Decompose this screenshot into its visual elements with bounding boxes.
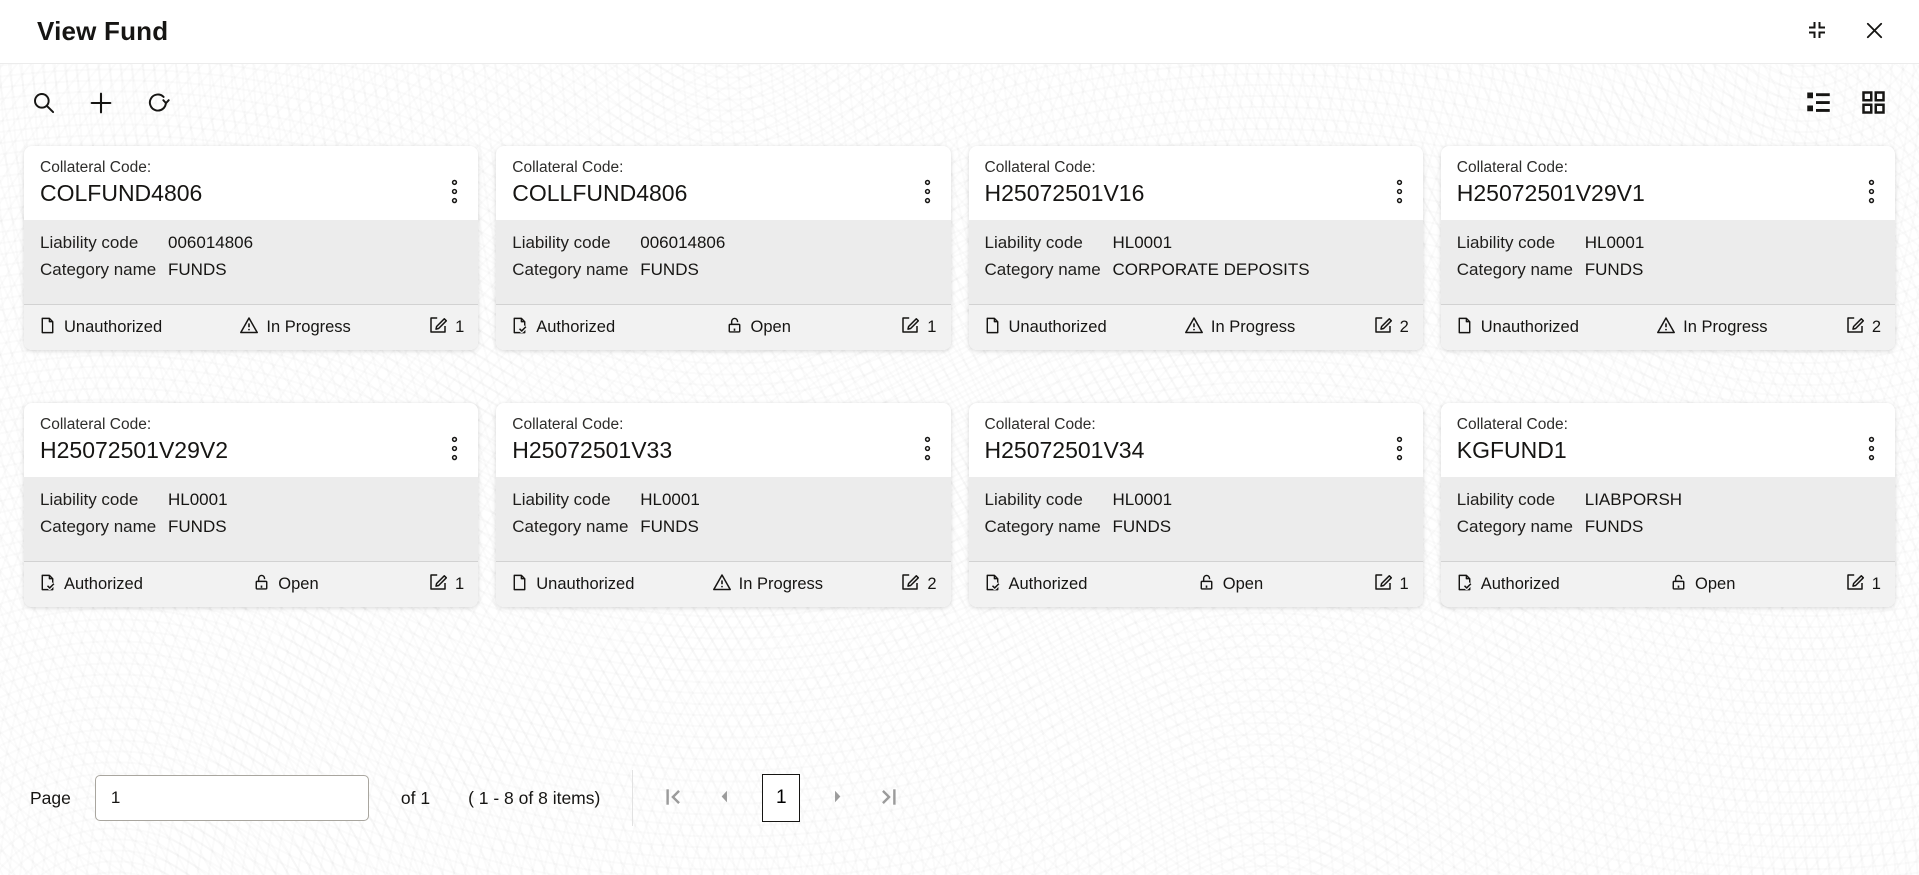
record-status [725,316,791,340]
category-name-value: FUNDS [168,517,227,536]
previous-page-button[interactable] [711,783,738,813]
next-page-button[interactable] [824,783,851,813]
modification-count [900,315,936,340]
category-name-value: FUNDS [640,260,699,279]
last-page-button[interactable] [873,782,903,815]
kebab-icon [924,449,931,464]
edit-icon [1373,315,1393,340]
card-menu-button[interactable] [1390,175,1409,211]
card-menu-button[interactable] [1862,175,1881,211]
edit-icon [900,572,920,597]
page-label: Page [30,787,71,808]
card-header [969,146,1423,220]
search-button[interactable] [28,87,60,122]
card-body [1441,477,1895,561]
liability-code-value: HL0001 [1584,233,1645,252]
lock-open-icon [1197,573,1216,597]
record-status-text: Open [278,575,319,593]
liability-code-label: Liability code [512,490,611,509]
authorization-status-text: Unauthorized [1480,318,1579,336]
first-page-icon [663,786,685,811]
authorization-status-text: Authorized [64,575,143,593]
liability-code-value: HL0001 [1112,490,1173,509]
collateral-code-value: COLLFUND4806 [512,180,688,206]
liability-code-value: 006014806 [640,233,726,252]
items-range-text: ( 1 - 8 of 8 items) [468,787,601,808]
authorization-status-text: Authorized [536,318,616,336]
authorization-status [1455,573,1560,597]
fund-card [24,403,478,607]
refresh-icon [145,90,171,119]
card-footer [496,561,950,607]
category-name-label: Category name [512,517,629,536]
modification-count [1373,572,1409,597]
card-header [496,403,950,477]
fund-card [969,146,1423,350]
toolbar-right [1803,87,1889,121]
collateral-code-label: Collateral Code: [1456,416,1568,433]
kebab-icon [1396,192,1403,207]
card-body [24,220,478,304]
modification-count-value: 1 [1871,575,1881,593]
card-body [496,477,950,561]
authorization-status-text: Unauthorized [64,318,163,336]
authorization-status [983,316,1107,340]
category-name-label: Category name [984,517,1101,536]
liability-code-label: Liability code [1456,490,1556,509]
card-menu-button[interactable] [445,175,464,211]
card-header [1441,403,1895,477]
lock-open-icon [1669,573,1688,597]
collateral-code-label: Collateral Code: [984,416,1096,433]
category-name-value: FUNDS [168,260,227,279]
kebab-icon [1868,449,1875,464]
card-grid [24,146,1895,607]
liability-code-label: Liability code [1456,233,1556,252]
fund-card [496,403,950,607]
category-name-value: FUNDS [1584,260,1644,279]
card-body [969,220,1423,304]
grid-view-icon [1861,90,1886,118]
category-name-label: Category name [40,517,157,536]
card-footer [24,561,478,607]
record-status-text: In Progress [1210,318,1296,336]
list-view-button[interactable] [1803,87,1834,121]
previous-page-icon [715,787,734,809]
card-menu-button[interactable] [1862,432,1881,468]
category-name-label: Category name [1456,517,1573,536]
card-body [496,220,950,304]
category-name-value: FUNDS [1584,517,1644,536]
page-of-text: of 1 [400,787,431,808]
card-header [496,146,950,220]
authorization-status [510,573,634,597]
liability-code-label: Liability code [984,233,1083,252]
fund-card [24,146,478,350]
kebab-icon [1868,192,1875,207]
card-menu-button[interactable] [918,432,937,468]
card-menu-button[interactable] [445,432,464,468]
card-footer [24,304,478,350]
warning-icon [1184,315,1204,340]
document-icon [1455,316,1474,340]
modification-count-value: 1 [455,575,465,593]
record-status [1669,573,1735,597]
edit-icon [428,572,448,597]
collateral-code-label: Collateral Code: [40,159,152,176]
card-body [24,477,478,561]
toolbar [24,64,1895,122]
authorization-status-text: Authorized [1480,575,1560,593]
refresh-button[interactable] [142,87,174,122]
collateral-code-value: H25072501V29V2 [40,437,228,463]
record-status-text: In Progress [266,318,351,336]
warning-icon [712,572,732,597]
card-body [969,477,1423,561]
authorization-status [510,316,615,340]
document-check-icon [1455,573,1474,597]
kebab-icon [1396,449,1403,464]
card-footer [1441,561,1895,607]
category-name-label: Category name [984,260,1101,279]
authorization-status-text: Unauthorized [1008,318,1107,336]
collapse-button[interactable] [1802,15,1832,48]
document-check-icon [38,573,57,597]
record-status-text: In Progress [1683,318,1768,336]
titlebar [0,0,1919,64]
toolbar-left [28,86,174,123]
card-footer [1441,304,1895,350]
category-name-value: FUNDS [640,517,699,536]
next-page-icon [828,787,847,809]
collateral-code-value: H25072501V33 [512,437,673,463]
plus-icon [87,89,115,120]
category-name-label: Category name [512,260,629,279]
collateral-code-label: Collateral Code: [984,159,1096,176]
card-menu-button[interactable] [1390,432,1409,468]
collapse-icon [1805,18,1829,45]
pagination-bar [24,770,1895,826]
warning-icon [239,315,259,340]
list-view-icon [1806,90,1831,118]
document-check-icon [983,573,1002,597]
modification-count-value: 1 [455,318,465,336]
page-title: View Fund [37,16,169,46]
modification-count-value: 1 [1399,575,1409,593]
edit-icon [1845,572,1865,597]
kebab-icon [451,192,458,207]
search-icon [31,90,57,119]
warning-icon [1656,315,1676,340]
card-footer [969,561,1423,607]
card-header [24,146,478,220]
collateral-code-value: COLFUND4806 [40,180,203,206]
record-status-text: Open [750,318,791,336]
collateral-code-value: H25072501V29V1 [1456,180,1645,206]
authorization-status-text: Unauthorized [536,575,635,593]
current-page-button[interactable]: 1 [762,774,800,822]
fund-card [969,403,1423,607]
close-icon [1863,19,1886,45]
modification-count [428,572,464,597]
card-header [969,403,1423,477]
edit-icon [1845,315,1865,340]
edit-icon [428,315,448,340]
collateral-code-value: H25072501V34 [984,437,1145,463]
record-status-text: Open [1695,575,1736,593]
document-icon [38,316,57,340]
lock-open-icon [725,316,744,340]
record-status-text: Open [1222,575,1264,593]
record-status [1197,573,1263,597]
edit-icon [900,315,920,340]
fund-card [1441,403,1895,607]
card-menu-button[interactable] [918,175,937,211]
window-controls [1802,15,1889,48]
modification-count [428,315,464,340]
document-check-icon [510,316,529,340]
first-page-button[interactable] [659,782,689,815]
modification-count-value: 2 [1871,318,1881,336]
liability-code-value: HL0001 [640,490,700,509]
card-footer [496,304,950,350]
collateral-code-label: Collateral Code: [40,416,152,433]
close-button[interactable] [1860,16,1889,48]
authorization-status [38,573,143,597]
authorization-status [1455,316,1579,340]
edit-icon [1373,572,1393,597]
card-header [24,403,478,477]
fund-card [496,146,950,350]
authorization-status [983,573,1088,597]
fund-card [1441,146,1895,350]
page-number-input[interactable] [95,775,369,821]
grid-view-button[interactable] [1858,87,1889,121]
modification-count [1845,572,1881,597]
record-status [1184,315,1295,340]
liability-code-label: Liability code [40,490,139,509]
modification-count [900,572,936,597]
lock-open-icon [252,573,271,597]
pagination-controls [659,774,903,822]
document-icon [983,316,1002,340]
liability-code-label: Liability code [984,490,1083,509]
kebab-icon [924,192,931,207]
liability-code-value: HL0001 [1112,233,1173,252]
record-status-text: In Progress [738,575,824,593]
category-name-label: Category name [40,260,157,279]
liability-code-label: Liability code [512,233,611,252]
collateral-code-value: KGFUND1 [1456,437,1567,463]
authorization-status-text: Authorized [1008,575,1088,593]
modification-count [1845,315,1881,340]
liability-code-value: HL0001 [168,490,228,509]
liability-code-value: LIABPORSH [1584,490,1683,509]
record-status [252,573,318,597]
collateral-code-value: H25072501V16 [984,180,1145,206]
last-page-icon [877,786,899,811]
card-header [1441,146,1895,220]
category-name-label: Category name [1456,260,1573,279]
card-footer [969,304,1423,350]
pagination-divider [632,770,633,826]
collateral-code-label: Collateral Code: [512,159,624,176]
liability-code-label: Liability code [40,233,139,252]
modification-count-value: 2 [1399,318,1409,336]
document-icon [510,573,529,597]
record-status [1656,315,1767,340]
collateral-code-label: Collateral Code: [1456,159,1568,176]
modification-count-value: 2 [927,575,937,593]
record-status [712,572,823,597]
category-name-value: CORPORATE DEPOSITS [1112,260,1310,279]
modification-count-value: 1 [927,318,937,336]
liability-code-value: 006014806 [168,233,254,252]
kebab-icon [451,449,458,464]
content-area [0,64,1919,875]
authorization-status [38,316,162,340]
category-name-value: FUNDS [1112,517,1172,536]
add-button[interactable] [84,86,118,123]
collateral-code-label: Collateral Code: [512,416,624,433]
card-body [1441,220,1895,304]
record-status [239,315,350,340]
modification-count [1373,315,1409,340]
